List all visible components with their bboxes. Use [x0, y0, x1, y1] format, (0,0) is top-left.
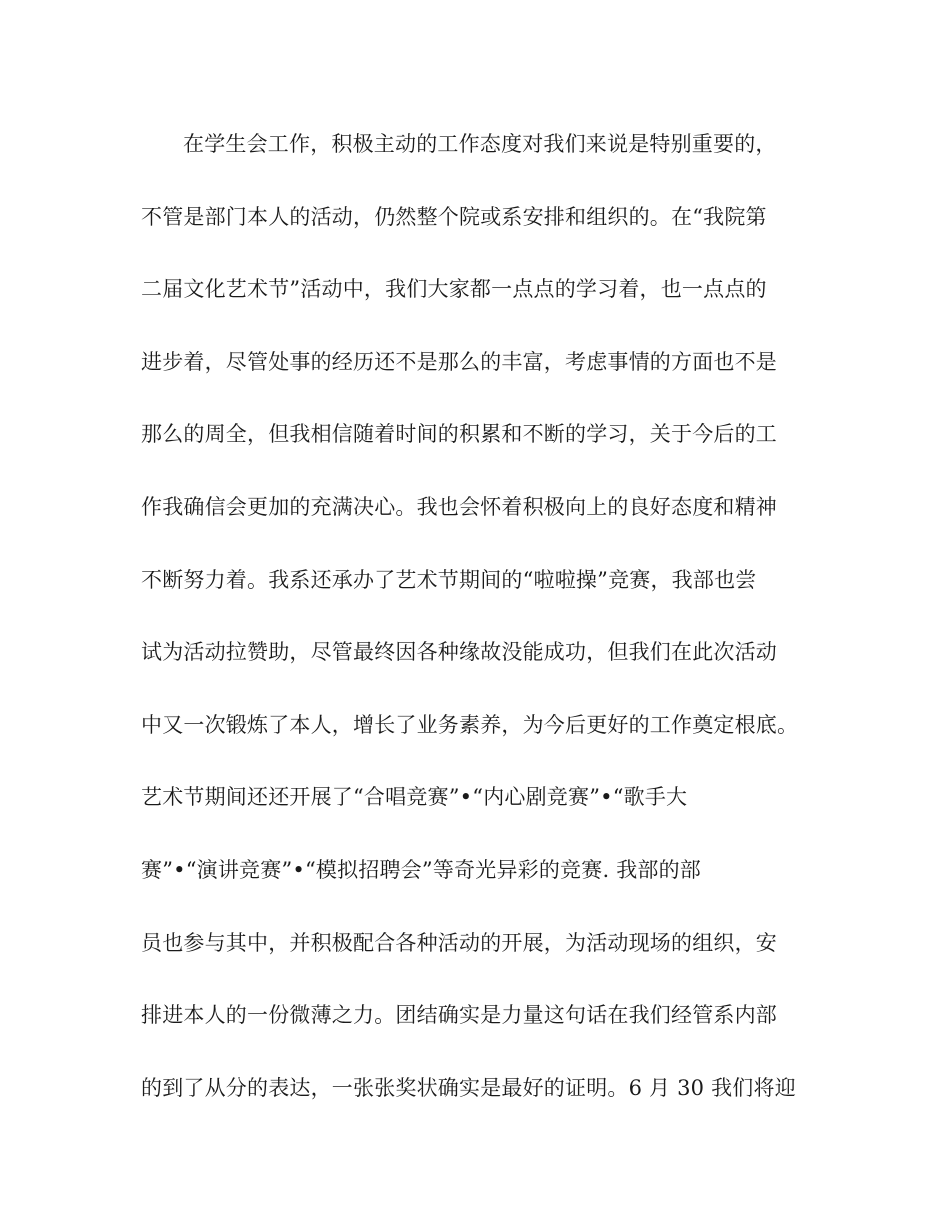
text-line: 赛”•“演讲竞赛”•“模拟招聘会”等奇光异彩的竞赛. 我部的部	[141, 857, 702, 882]
text-line: 进步着，尽管处事的经历还不是那么的丰富，考虑事情的方面也不是	[141, 349, 777, 374]
text-line: 的到了从分的表达，一张张奖状确实是最好的证明。6 月 30 我们将迎	[141, 1075, 796, 1100]
text-line: 在学生会工作，积极主动的工作态度对我们来说是特别重要的，	[183, 132, 777, 156]
text-line: 员也参与其中，并积极配合各种活动的开展，为活动现场的组织，安	[141, 930, 777, 955]
text-line: 不断努力着。我系还承办了艺术节期间的“啦啦操”竞赛，我部也尝	[141, 567, 757, 592]
text-line: 试为活动拉赞助，尽管最终因各种缘故没能成功，但我们在此次活动	[141, 640, 777, 665]
text-line: 不管是部门本人的活动，仍然整个院或系安排和组织的。在“我院第	[141, 204, 767, 229]
body-paragraph	[141, 128, 821, 1144]
text-line: 排进本人的一份微薄之力。团结确实是力量这句话在我们经管系内部	[141, 1003, 777, 1028]
text-line: 艺术节期间还还开展了“合唱竞赛”•“内心剧竞赛”•“歌手大	[141, 785, 688, 810]
text-line: 中又一次锻炼了本人，增长了业务素养，为今后更好的工作奠定根底。	[141, 712, 799, 737]
text-line: 二届文化艺术节”活动中，我们大家都一点点的学习着，也一点点的	[141, 277, 767, 302]
text-line: 那么的周全，但我相信随着时间的积累和不断的学习，关于今后的工	[141, 422, 777, 447]
text-line: 作我确信会更加的充满决心。我也会怀着积极向上的良好态度和精神	[141, 494, 777, 519]
